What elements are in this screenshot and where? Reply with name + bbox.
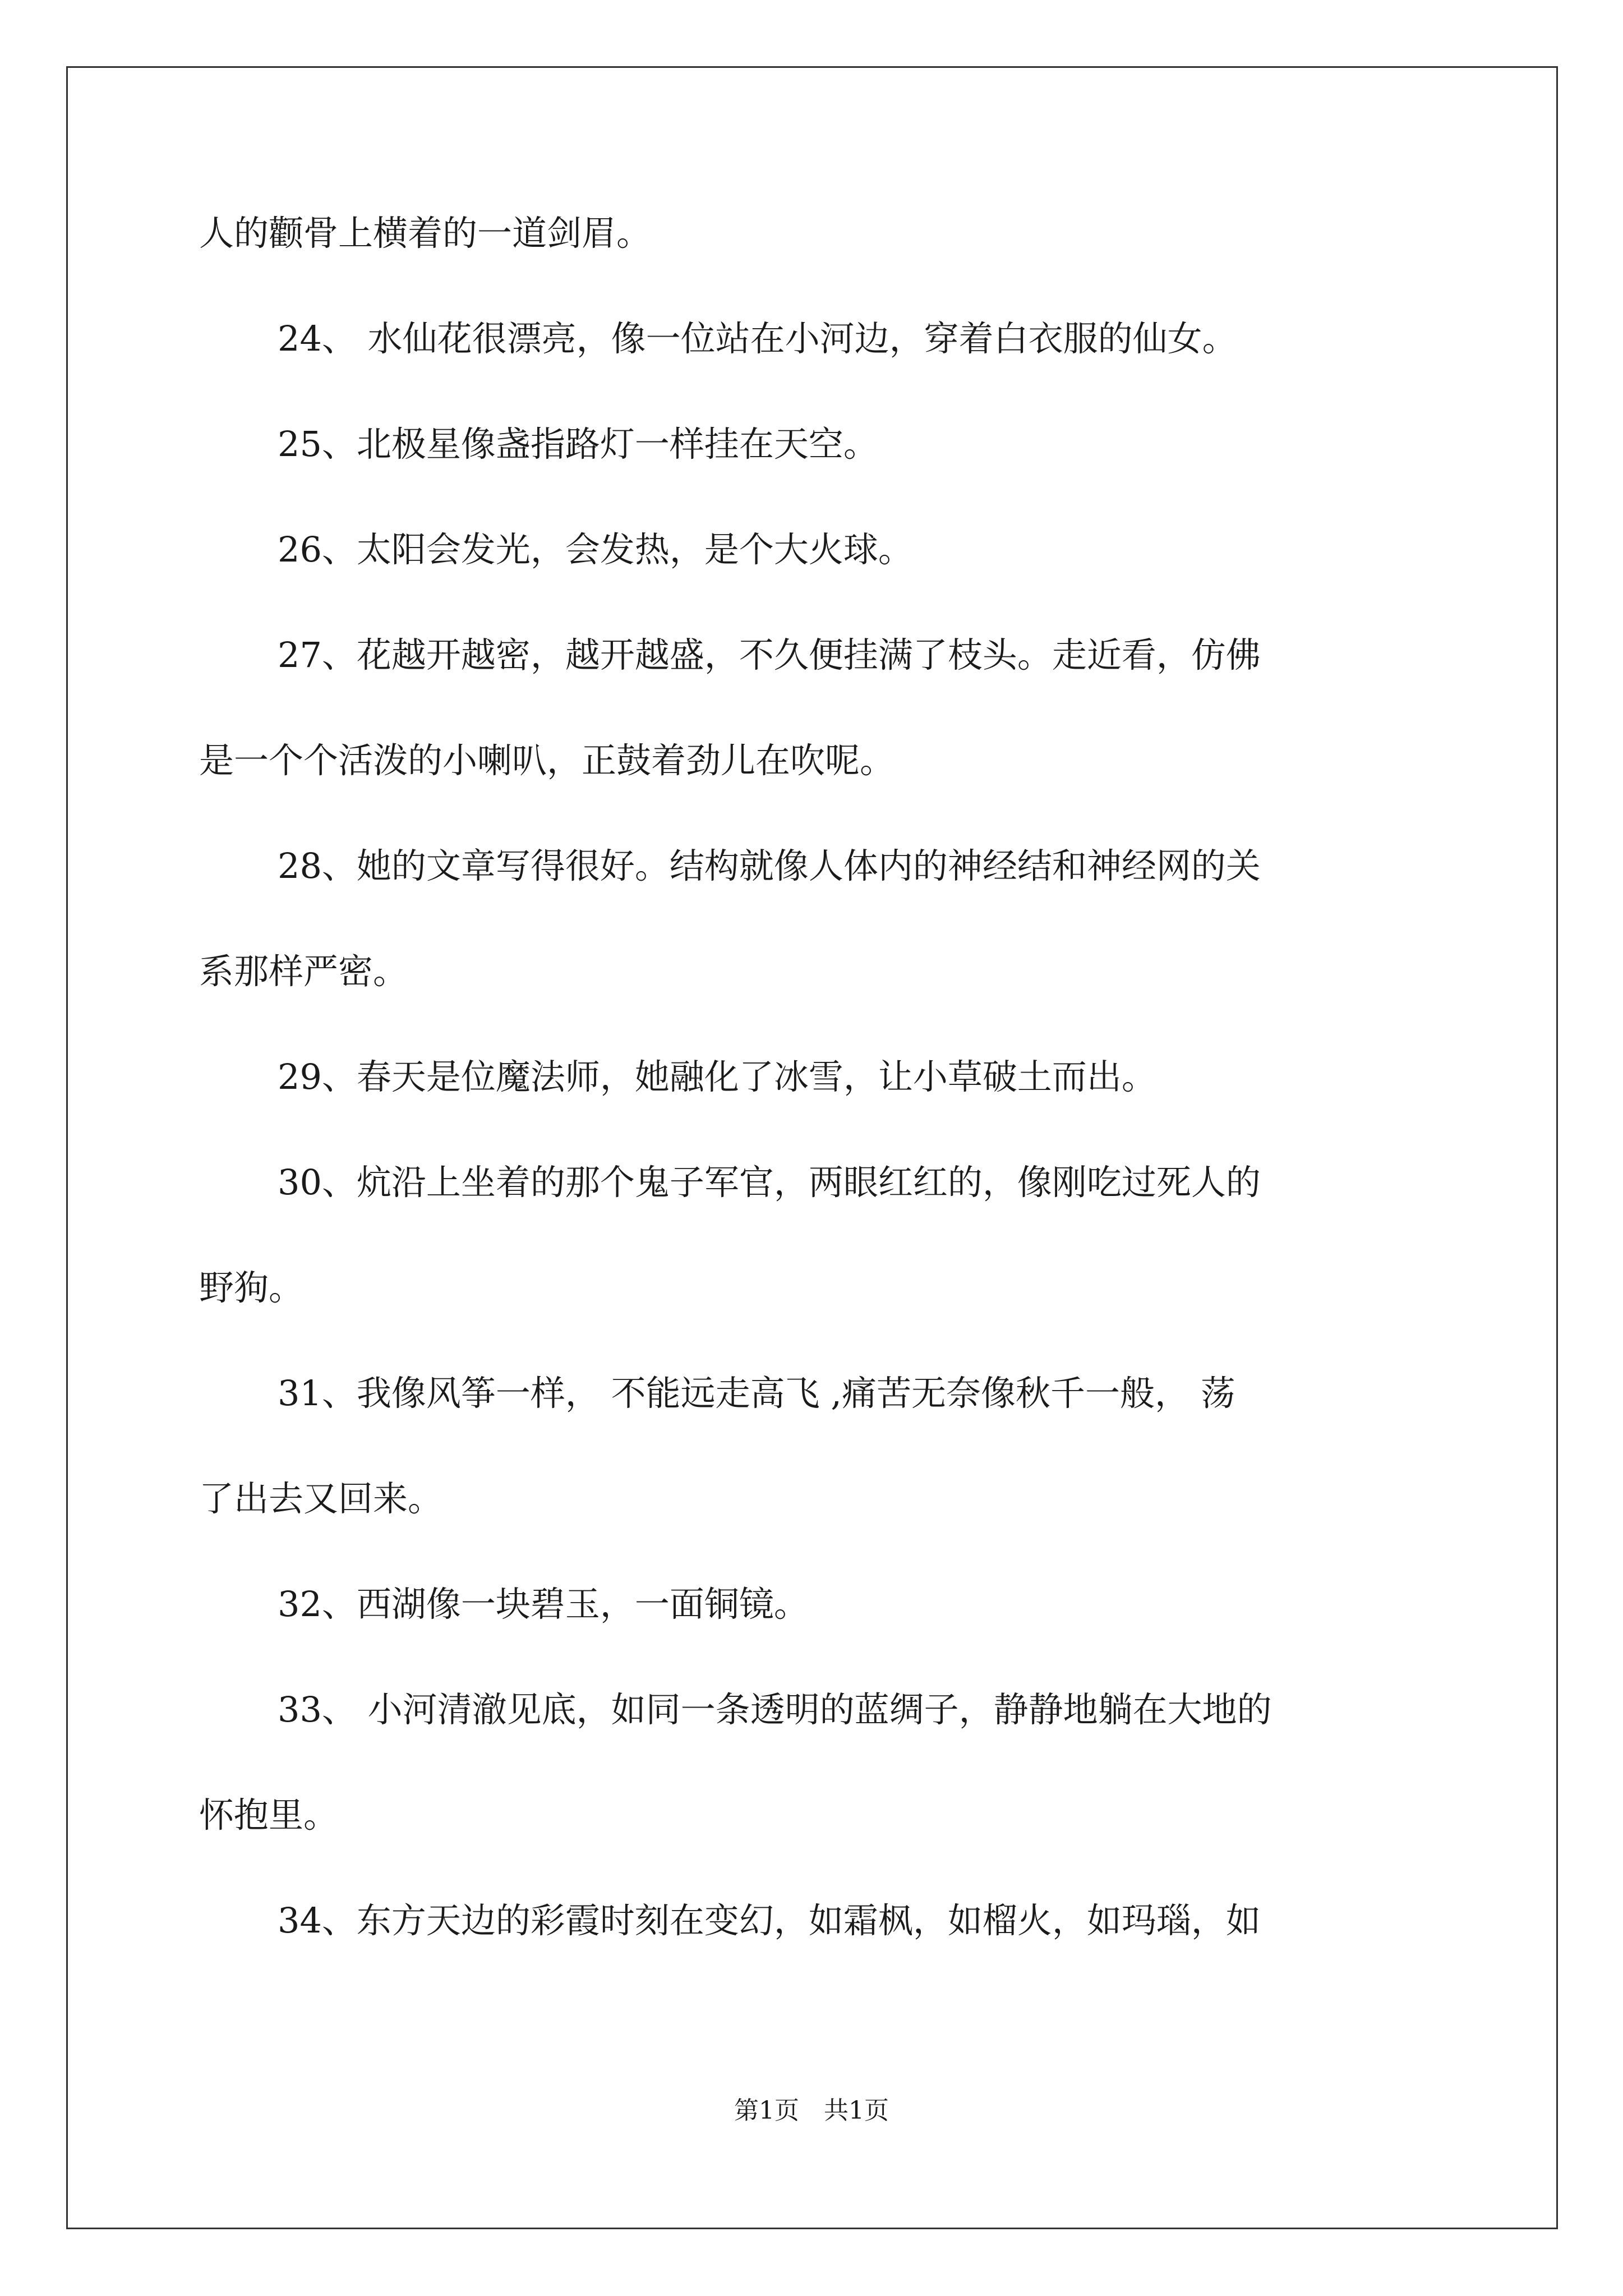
- text-line: 系那样严密。: [199, 951, 408, 992]
- page-number-footer: 第1页 共1页: [734, 2096, 889, 2125]
- text-line: 28、她的文章写得很好。结构就像人体内的神经结和神经网的关: [278, 845, 1261, 886]
- text-line: 27、花越开越密，越开越盛，不久便挂满了枝头。走近看，仿佛: [278, 634, 1261, 675]
- text-line: 30、炕沿上坐着的那个鬼子军官，两眼红红的，像刚吃过死人的: [278, 1162, 1261, 1203]
- text-line: 34、东方天边的彩霞时刻在变幻，如霜枫，如榴火，如玛瑙，如: [278, 1900, 1261, 1941]
- text-line: 了出去又回来。: [199, 1478, 443, 1519]
- text-line: 31、我像风筝一样， 不能远走高飞 ,痛苦无奈像秋千一般， 荡: [278, 1373, 1235, 1414]
- text-line: 26、太阳会发光，会发热，是个大火球。: [278, 529, 913, 570]
- text-line: 人的颧骨上横着的一道剑眉。: [199, 213, 652, 254]
- text-line: 25、北极星像盏指路灯一样挂在天空。: [278, 424, 878, 464]
- text-line: 怀抱里。: [199, 1795, 339, 1835]
- text-line: 33、 小河清澈见底，如同一条透明的蓝绸子，静静地躺在大地的: [278, 1689, 1272, 1730]
- text-line: 29、春天是位魔法师，她融化了冰雪，让小草破土而出。: [278, 1056, 1156, 1097]
- text-line: 32、西湖像一块碧玉，一面铜镜。: [278, 1584, 809, 1625]
- text-line: 野狗。: [199, 1267, 304, 1308]
- text-line: 24、 水仙花很漂亮，像一位站在小河边，穿着白衣服的仙女。: [278, 318, 1237, 359]
- text-line: 是一个个活泼的小喇叭，正鼓着劲儿在吹呢。: [199, 740, 895, 781]
